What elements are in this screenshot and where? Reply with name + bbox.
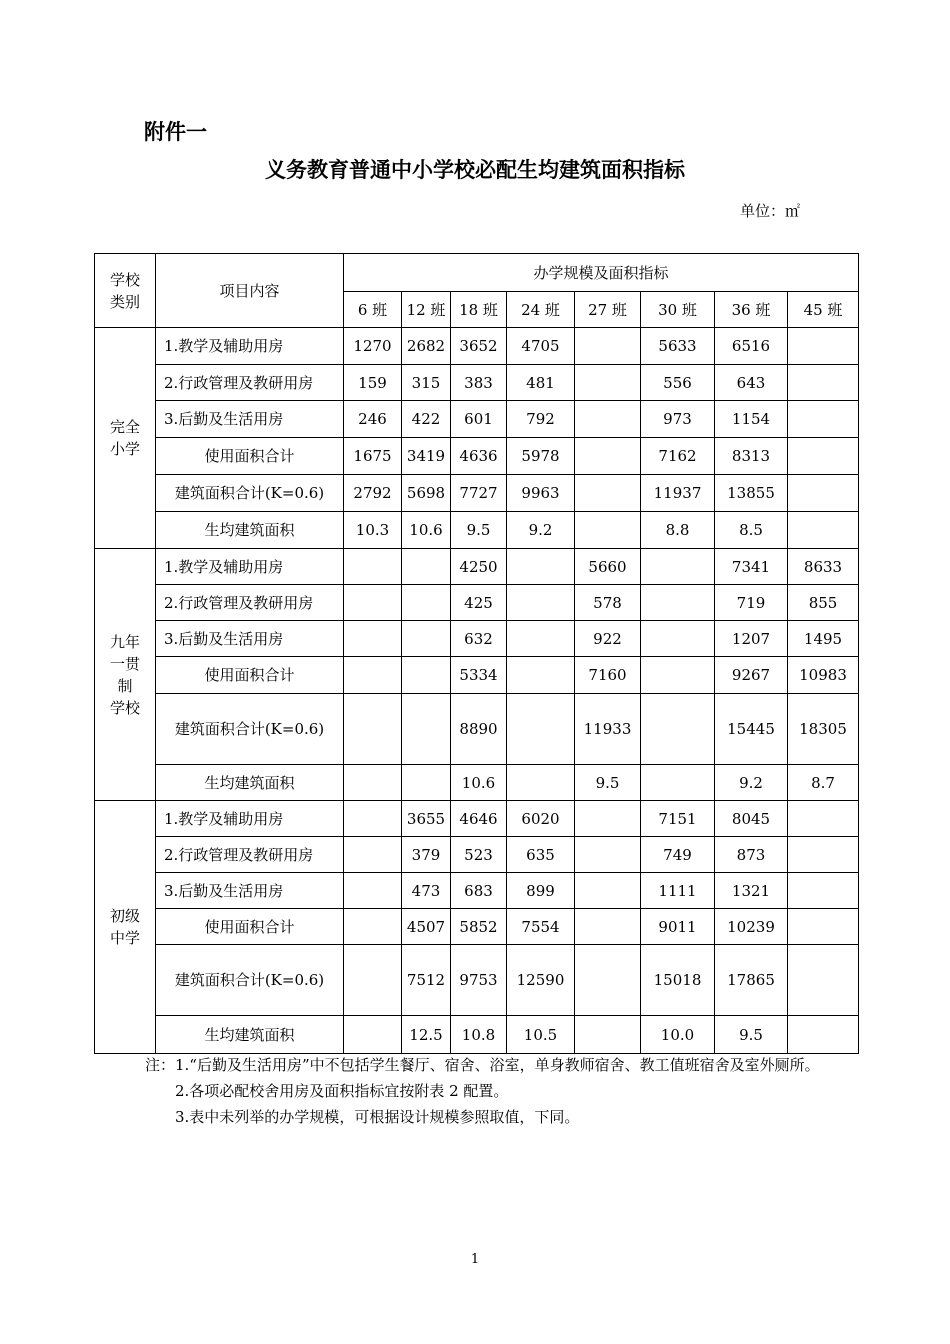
header-scale-5: 30 班 bbox=[641, 292, 715, 328]
cell-value: 2682 bbox=[402, 328, 451, 365]
row-item: 使用面积合计 bbox=[156, 909, 344, 945]
cell-value: 12.5 bbox=[402, 1016, 451, 1054]
cell-value bbox=[507, 621, 575, 657]
cell-value: 1111 bbox=[641, 873, 715, 909]
cell-value bbox=[788, 909, 859, 945]
cell-value bbox=[788, 945, 859, 1016]
cell-value: 683 bbox=[451, 873, 507, 909]
area-index-table bbox=[94, 253, 859, 1054]
cell-value: 5334 bbox=[451, 657, 507, 694]
cell-value: 749 bbox=[641, 837, 715, 873]
cell-value: 632 bbox=[451, 621, 507, 657]
cell-value bbox=[402, 765, 451, 801]
cell-value bbox=[641, 694, 715, 765]
row-item: 3.后勤及生活用房 bbox=[156, 401, 344, 438]
cell-value bbox=[344, 909, 402, 945]
cell-value: 5660 bbox=[575, 549, 641, 585]
cell-value: 10.3 bbox=[344, 512, 402, 549]
cell-value: 13855 bbox=[715, 475, 788, 512]
table-row bbox=[95, 328, 859, 365]
cell-value bbox=[788, 438, 859, 475]
note-2: 2.各项必配校舍用房及面积指标宜按附表 2 配置。 bbox=[175, 1082, 509, 1100]
cell-value: 855 bbox=[788, 585, 859, 621]
unit-label: 单位：㎡ bbox=[740, 202, 801, 220]
row-item: 生均建筑面积 bbox=[156, 512, 344, 549]
cell-value bbox=[641, 657, 715, 694]
cell-value: 1154 bbox=[715, 401, 788, 438]
header-scale-7: 45 班 bbox=[788, 292, 859, 328]
cell-value: 422 bbox=[402, 401, 451, 438]
cell-value: 523 bbox=[451, 837, 507, 873]
row-item: 2.行政管理及教研用房 bbox=[156, 837, 344, 873]
cell-value: 10983 bbox=[788, 657, 859, 694]
row-item: 3.后勤及生活用房 bbox=[156, 621, 344, 657]
attachment-label: 附件一 bbox=[144, 120, 207, 144]
cell-value: 3419 bbox=[402, 438, 451, 475]
cell-value bbox=[402, 585, 451, 621]
cell-value: 8045 bbox=[715, 801, 788, 837]
header-scale-6: 36 班 bbox=[715, 292, 788, 328]
table-row bbox=[95, 438, 859, 475]
cell-value: 7512 bbox=[402, 945, 451, 1016]
cell-value: 7727 bbox=[451, 475, 507, 512]
cell-value: 873 bbox=[715, 837, 788, 873]
cell-value: 9011 bbox=[641, 909, 715, 945]
row-item: 生均建筑面积 bbox=[156, 765, 344, 801]
cell-value: 2792 bbox=[344, 475, 402, 512]
cell-value bbox=[344, 873, 402, 909]
cell-value: 159 bbox=[344, 365, 402, 401]
cell-value bbox=[788, 475, 859, 512]
cell-value: 11933 bbox=[575, 694, 641, 765]
cell-value: 9267 bbox=[715, 657, 788, 694]
table-row bbox=[95, 365, 859, 401]
table-row bbox=[95, 837, 859, 873]
table-row bbox=[95, 657, 859, 694]
cell-value bbox=[344, 945, 402, 1016]
cell-value: 473 bbox=[402, 873, 451, 909]
cell-value: 9.2 bbox=[507, 512, 575, 549]
cell-value bbox=[788, 365, 859, 401]
cell-value: 5852 bbox=[451, 909, 507, 945]
group-name: 九年 一贯 制 学校 bbox=[95, 549, 156, 801]
table-row bbox=[95, 801, 859, 837]
cell-value bbox=[788, 873, 859, 909]
cell-value bbox=[788, 837, 859, 873]
header-scale-group: 办学规模及面积指标 bbox=[344, 254, 859, 292]
cell-value: 635 bbox=[507, 837, 575, 873]
cell-value: 10.6 bbox=[451, 765, 507, 801]
cell-value: 899 bbox=[507, 873, 575, 909]
note-1: 注：1.“后勤及生活用房”中不包括学生餐厅、宿舍、浴室，单身教师宿舍、教工值班宿舍及室外厕所。 bbox=[145, 1056, 820, 1074]
cell-value bbox=[575, 512, 641, 549]
cell-value bbox=[344, 1016, 402, 1054]
cell-value: 1207 bbox=[715, 621, 788, 657]
cell-value: 383 bbox=[451, 365, 507, 401]
cell-value bbox=[575, 328, 641, 365]
cell-value: 8890 bbox=[451, 694, 507, 765]
cell-value bbox=[788, 801, 859, 837]
cell-value bbox=[507, 765, 575, 801]
cell-value: 5978 bbox=[507, 438, 575, 475]
cell-value: 3652 bbox=[451, 328, 507, 365]
cell-value bbox=[402, 694, 451, 765]
cell-value: 5633 bbox=[641, 328, 715, 365]
table-row bbox=[95, 621, 859, 657]
cell-value: 481 bbox=[507, 365, 575, 401]
cell-value: 4507 bbox=[402, 909, 451, 945]
cell-value: 5698 bbox=[402, 475, 451, 512]
cell-value: 425 bbox=[451, 585, 507, 621]
cell-value bbox=[575, 801, 641, 837]
cell-value: 9.2 bbox=[715, 765, 788, 801]
cell-value bbox=[507, 549, 575, 585]
cell-value: 1495 bbox=[788, 621, 859, 657]
cell-value: 1675 bbox=[344, 438, 402, 475]
table-row bbox=[95, 401, 859, 438]
header-scale-0: 6 班 bbox=[344, 292, 402, 328]
header-item: 项目内容 bbox=[156, 254, 344, 328]
cell-value: 8.8 bbox=[641, 512, 715, 549]
cell-value: 11937 bbox=[641, 475, 715, 512]
cell-value: 8313 bbox=[715, 438, 788, 475]
cell-value bbox=[641, 765, 715, 801]
table-row bbox=[95, 512, 859, 549]
cell-value: 10.8 bbox=[451, 1016, 507, 1054]
cell-value: 10.6 bbox=[402, 512, 451, 549]
header-scale-1: 12 班 bbox=[402, 292, 451, 328]
row-item: 1.教学及辅助用房 bbox=[156, 549, 344, 585]
row-item: 1.教学及辅助用房 bbox=[156, 801, 344, 837]
cell-value bbox=[344, 765, 402, 801]
header-scale-2: 18 班 bbox=[451, 292, 507, 328]
cell-value: 9963 bbox=[507, 475, 575, 512]
cell-value bbox=[344, 837, 402, 873]
cell-value bbox=[344, 801, 402, 837]
cell-value: 7162 bbox=[641, 438, 715, 475]
cell-value bbox=[788, 512, 859, 549]
row-item: 3.后勤及生活用房 bbox=[156, 873, 344, 909]
cell-value: 6020 bbox=[507, 801, 575, 837]
note-3: 3.表中未列举的办学规模，可根据设计规模参照取值，下同。 bbox=[175, 1108, 580, 1126]
cell-value bbox=[575, 909, 641, 945]
cell-value: 7160 bbox=[575, 657, 641, 694]
cell-value bbox=[575, 1016, 641, 1054]
cell-value: 7341 bbox=[715, 549, 788, 585]
cell-value bbox=[575, 365, 641, 401]
cell-value bbox=[344, 585, 402, 621]
table-row bbox=[95, 694, 859, 765]
cell-value: 17865 bbox=[715, 945, 788, 1016]
table-row bbox=[95, 549, 859, 585]
cell-value: 246 bbox=[344, 401, 402, 438]
cell-value bbox=[788, 1016, 859, 1054]
cell-value: 8.5 bbox=[715, 512, 788, 549]
cell-value: 9753 bbox=[451, 945, 507, 1016]
table-row bbox=[95, 765, 859, 801]
cell-value bbox=[507, 657, 575, 694]
cell-value bbox=[575, 401, 641, 438]
cell-value: 556 bbox=[641, 365, 715, 401]
cell-value bbox=[507, 585, 575, 621]
row-item: 建筑面积合计(K=0.6) bbox=[156, 475, 344, 512]
cell-value bbox=[641, 621, 715, 657]
cell-value: 10.5 bbox=[507, 1016, 575, 1054]
cell-value: 12590 bbox=[507, 945, 575, 1016]
table-row bbox=[95, 945, 859, 1016]
cell-value: 7554 bbox=[507, 909, 575, 945]
row-item: 2.行政管理及教研用房 bbox=[156, 365, 344, 401]
table-row bbox=[95, 873, 859, 909]
cell-value: 8.7 bbox=[788, 765, 859, 801]
table-row bbox=[95, 475, 859, 512]
cell-value bbox=[344, 549, 402, 585]
cell-value: 578 bbox=[575, 585, 641, 621]
cell-value: 4705 bbox=[507, 328, 575, 365]
row-item: 使用面积合计 bbox=[156, 438, 344, 475]
cell-value bbox=[344, 657, 402, 694]
cell-value: 4250 bbox=[451, 549, 507, 585]
cell-value: 9.5 bbox=[451, 512, 507, 549]
cell-value: 7151 bbox=[641, 801, 715, 837]
row-item: 生均建筑面积 bbox=[156, 1016, 344, 1054]
cell-value: 9.5 bbox=[715, 1016, 788, 1054]
row-item: 建筑面积合计(K=0.6) bbox=[156, 945, 344, 1016]
cell-value: 379 bbox=[402, 837, 451, 873]
cell-value: 8633 bbox=[788, 549, 859, 585]
cell-value: 315 bbox=[402, 365, 451, 401]
cell-value bbox=[641, 549, 715, 585]
document-title: 义务教育普通中小学校必配生均建筑面积指标 bbox=[265, 158, 685, 182]
cell-value bbox=[575, 837, 641, 873]
table-row bbox=[95, 909, 859, 945]
cell-value: 792 bbox=[507, 401, 575, 438]
cell-value: 4646 bbox=[451, 801, 507, 837]
notes bbox=[145, 1052, 825, 1130]
cell-value bbox=[402, 549, 451, 585]
cell-value: 643 bbox=[715, 365, 788, 401]
cell-value: 15445 bbox=[715, 694, 788, 765]
cell-value bbox=[641, 585, 715, 621]
table-row bbox=[95, 585, 859, 621]
cell-value: 4636 bbox=[451, 438, 507, 475]
cell-value: 10.0 bbox=[641, 1016, 715, 1054]
row-item: 1.教学及辅助用房 bbox=[156, 328, 344, 365]
cell-value: 973 bbox=[641, 401, 715, 438]
cell-value bbox=[344, 694, 402, 765]
group-name: 完全 小学 bbox=[95, 328, 156, 549]
cell-value bbox=[788, 328, 859, 365]
cell-value: 9.5 bbox=[575, 765, 641, 801]
cell-value bbox=[575, 438, 641, 475]
row-item: 建筑面积合计(K=0.6) bbox=[156, 694, 344, 765]
group-name: 初级 中学 bbox=[95, 801, 156, 1054]
cell-value bbox=[575, 873, 641, 909]
header-row-1 bbox=[95, 254, 859, 292]
cell-value: 922 bbox=[575, 621, 641, 657]
header-school-type: 学校 类别 bbox=[95, 254, 156, 328]
cell-value: 1270 bbox=[344, 328, 402, 365]
cell-value: 6516 bbox=[715, 328, 788, 365]
cell-value: 10239 bbox=[715, 909, 788, 945]
cell-value: 719 bbox=[715, 585, 788, 621]
cell-value bbox=[402, 621, 451, 657]
cell-value: 601 bbox=[451, 401, 507, 438]
cell-value bbox=[575, 475, 641, 512]
table-row bbox=[95, 1016, 859, 1054]
page-number: 1 bbox=[470, 1252, 480, 1267]
row-item: 使用面积合计 bbox=[156, 657, 344, 694]
cell-value bbox=[402, 657, 451, 694]
cell-value: 3655 bbox=[402, 801, 451, 837]
header-scale-4: 27 班 bbox=[575, 292, 641, 328]
cell-value: 1321 bbox=[715, 873, 788, 909]
cell-value bbox=[788, 401, 859, 438]
cell-value bbox=[344, 621, 402, 657]
cell-value: 18305 bbox=[788, 694, 859, 765]
row-item: 2.行政管理及教研用房 bbox=[156, 585, 344, 621]
header-scale-3: 24 班 bbox=[507, 292, 575, 328]
cell-value: 15018 bbox=[641, 945, 715, 1016]
cell-value bbox=[507, 694, 575, 765]
cell-value bbox=[575, 945, 641, 1016]
